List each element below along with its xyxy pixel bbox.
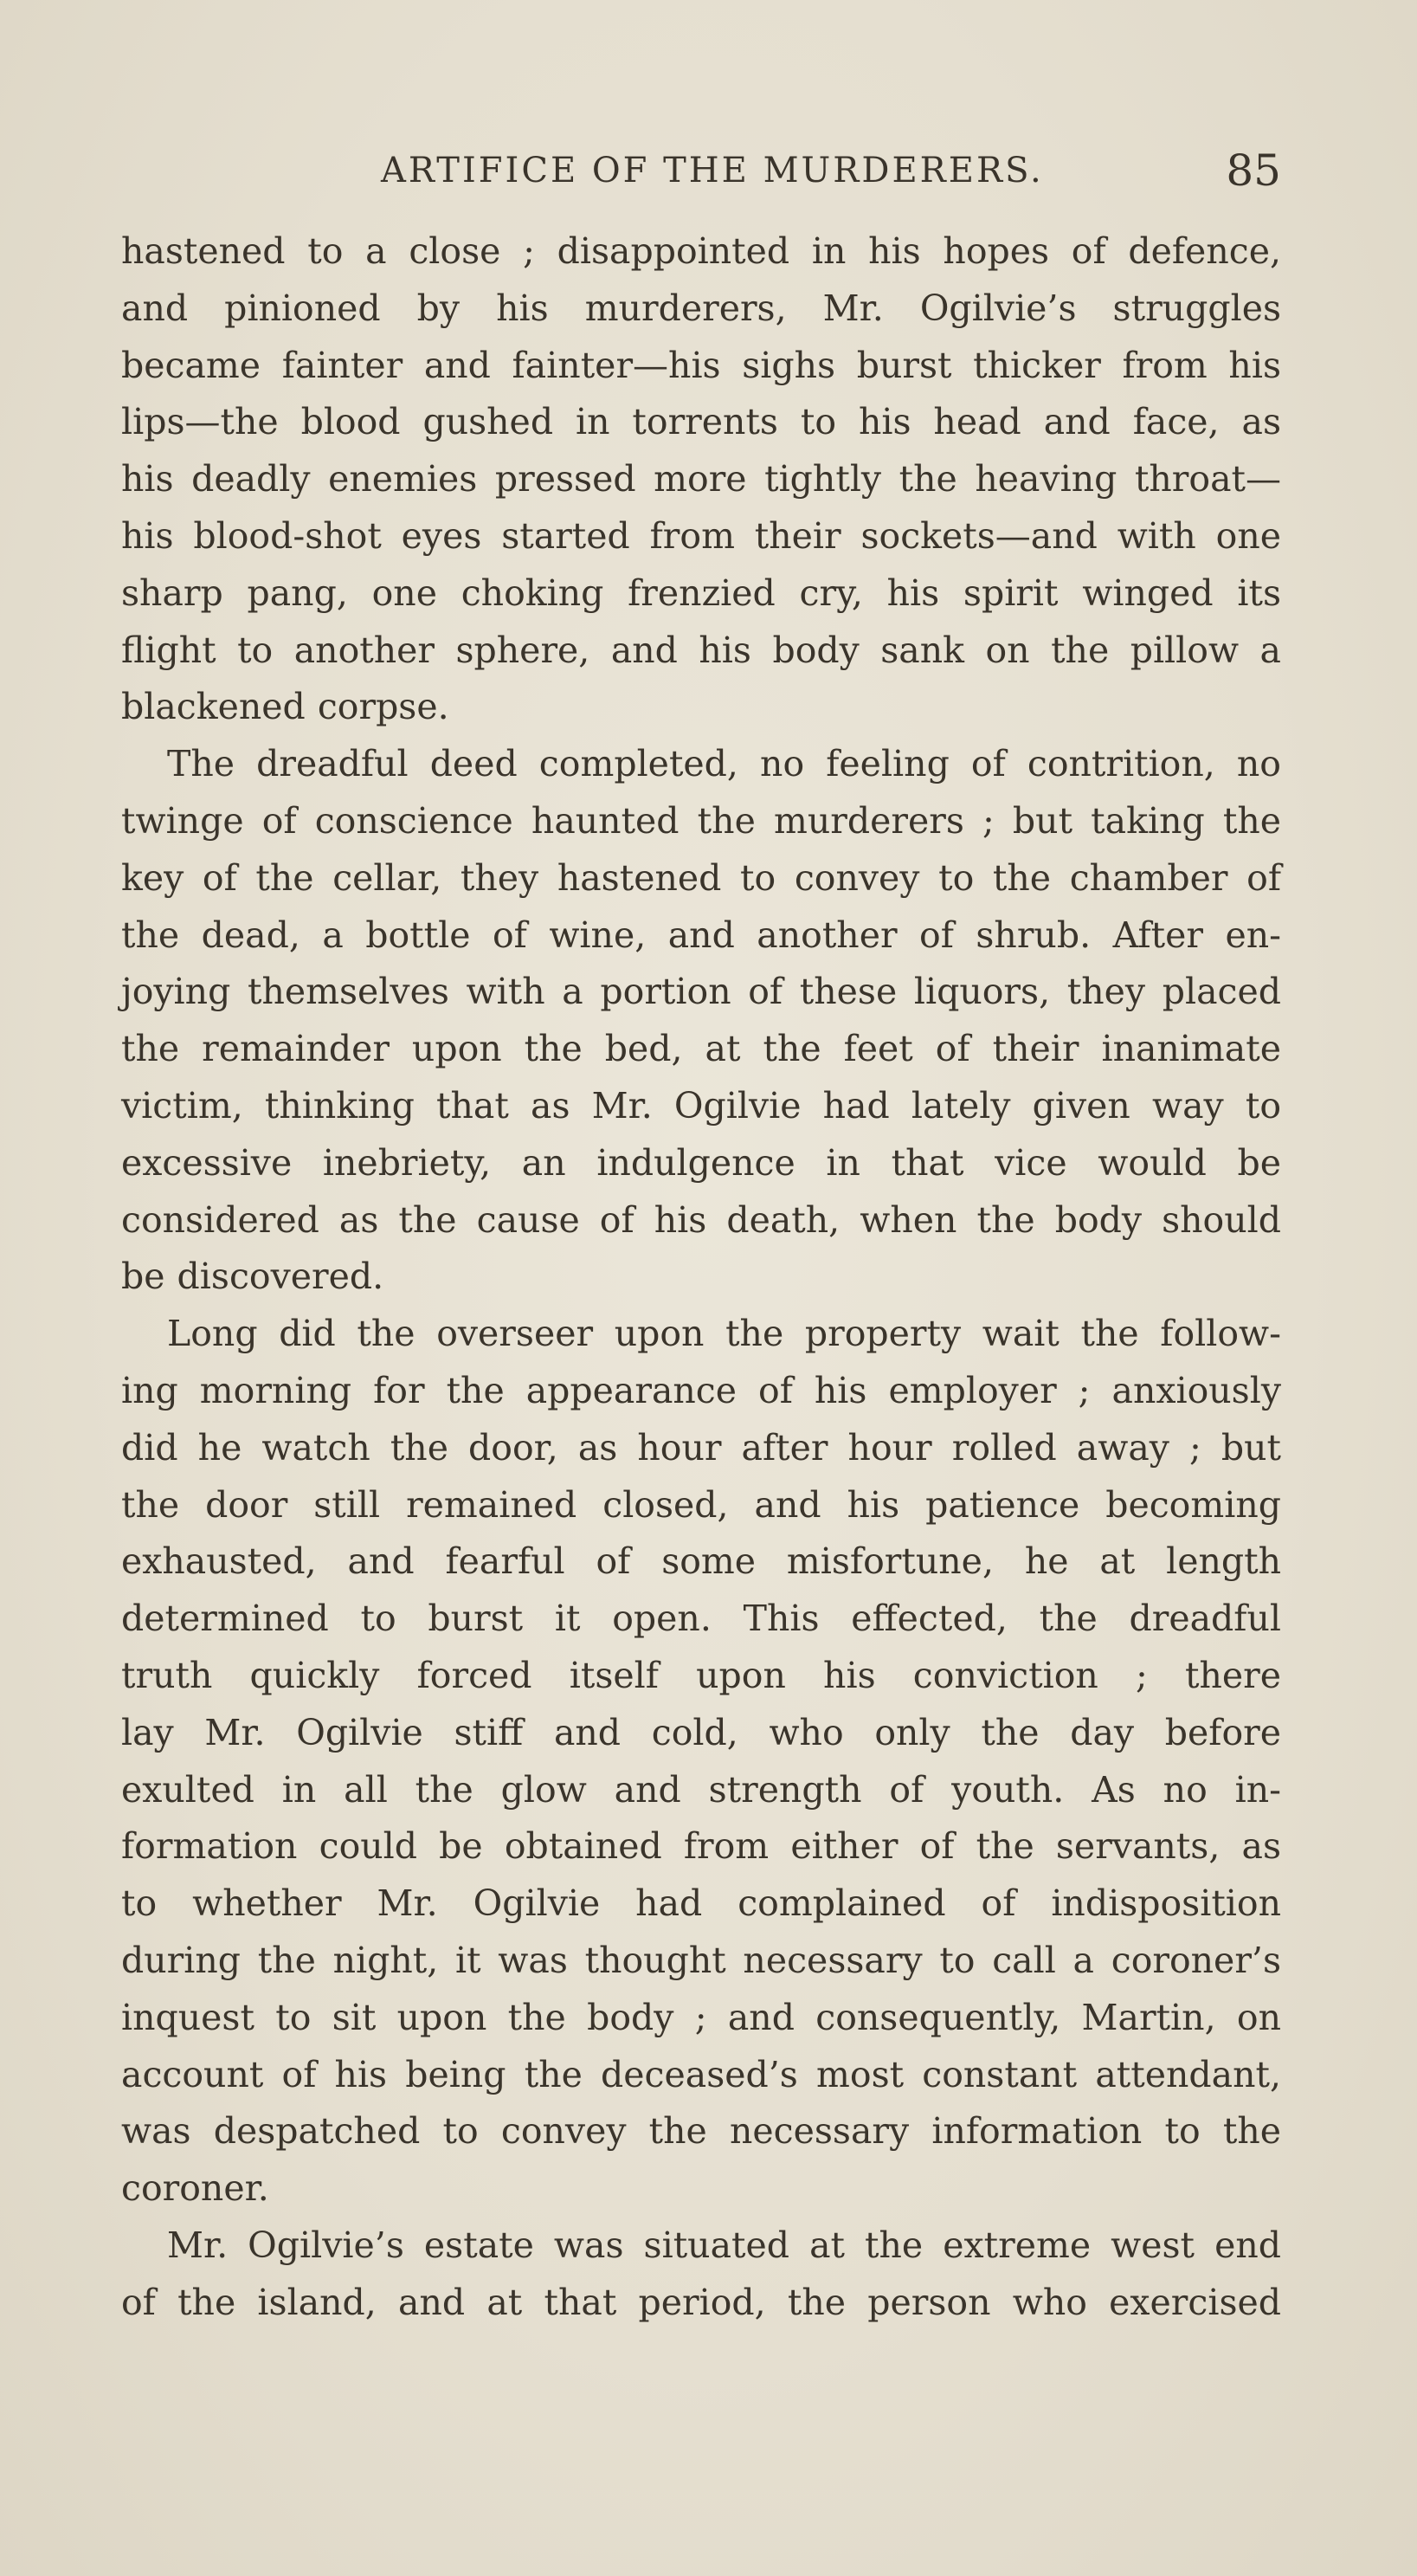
text-line: lips—the blood gushed in torrents to his head and face, as xyxy=(121,401,1281,443)
text-line: became fainter and fainter—his sighs burst thicker from his xyxy=(121,344,1281,386)
page-number: 85 xyxy=(1226,145,1281,196)
text-line: the dead, a bottle of wine, and another of shrub. After en- xyxy=(121,914,1281,956)
text-line: The dreadful deed completed, no feeling of contrition, no xyxy=(167,743,1281,785)
body-text xyxy=(121,223,1281,2331)
text-line: key of the cellar, they hastened to convey to the chamber of xyxy=(121,856,1281,899)
text-line: Mr. Ogilvie’s estate was situated at the extreme west end xyxy=(167,2224,1281,2266)
text-line: the remainder upon the bed, at the feet of their inanimate xyxy=(121,1028,1281,1070)
text-line: blackened corpse. xyxy=(121,686,449,728)
text-line: determined to burst it open. This effected, the dreadful xyxy=(121,1598,1281,1640)
text-line: coroner. xyxy=(121,2167,269,2210)
text-line: victim, thinking that as Mr. Ogilvie had lately given way to xyxy=(121,1084,1281,1127)
paragraph-3 xyxy=(121,1306,1281,2218)
text-line: sharp pang, one choking frenzied cry, his spirit winged its xyxy=(121,571,1281,614)
text-line: be discovered. xyxy=(121,1256,384,1298)
text-line: his blood-shot eyes started from their sockets—and with one xyxy=(121,514,1281,557)
text-line: joying themselves with a portion of these liquors, they placed xyxy=(121,971,1281,1013)
text-line: and pinioned by his murderers, Mr. Ogilvie’s struggles xyxy=(121,287,1281,329)
text-line: the door still remained closed, and his patience becoming xyxy=(121,1483,1281,1526)
text-line: account of his being the deceased’s most constant attendant, xyxy=(121,2053,1281,2095)
paragraph-1 xyxy=(121,223,1281,736)
text-line: of the island, and at that period, the person who exercised xyxy=(121,2281,1281,2323)
text-line: did he watch the door, as hour after hour rolled away ; but xyxy=(121,1426,1281,1469)
paragraph-4 xyxy=(121,2218,1281,2332)
text-line: ing morning for the appearance of his employer ; anxiously xyxy=(121,1369,1281,1411)
text-line: his deadly enemies pressed more tightly the heaving throat— xyxy=(121,458,1281,500)
text-line: twinge of conscience haunted the murderers ; but taking the xyxy=(121,799,1281,842)
text-line: considered as the cause of his death, when the body should xyxy=(121,1198,1281,1241)
text-line: to whether Mr. Ogilvie had complained of indisposition xyxy=(121,1882,1281,1925)
text-line: excessive inebriety, an indulgence in that vice would be xyxy=(121,1141,1281,1184)
paragraph-2 xyxy=(121,736,1281,1306)
text-line: truth quickly forced itself upon his conviction ; there xyxy=(121,1654,1281,1696)
text-line: during the night, it was thought necessary to call a coroner’s xyxy=(121,1939,1281,1981)
running-head xyxy=(121,145,1281,197)
text-line: formation could be obtained from either of the servants, as xyxy=(121,1825,1281,1868)
text-line: flight to another sphere, and his body sank on the pillow a xyxy=(121,629,1281,671)
text-line: was despatched to convey the necessary information to the xyxy=(121,2110,1281,2153)
text-line: lay Mr. Ogilvie stiff and cold, who only the day before xyxy=(121,1711,1281,1753)
text-line: hastened to a close ; disappointed in his hopes of defence, xyxy=(121,230,1281,272)
text-line: inquest to sit upon the body ; and consequently, Martin, on xyxy=(121,1996,1281,2038)
text-line: exulted in all the glow and strength of youth. As no in- xyxy=(121,1768,1281,1811)
text-line: Long did the overseer upon the property wait the follow- xyxy=(167,1313,1281,1355)
text-line: exhausted, and fearful of some misfortune, he at length xyxy=(121,1540,1281,1583)
running-title: ARTIFICE OF THE MURDERERS. xyxy=(381,151,1044,190)
